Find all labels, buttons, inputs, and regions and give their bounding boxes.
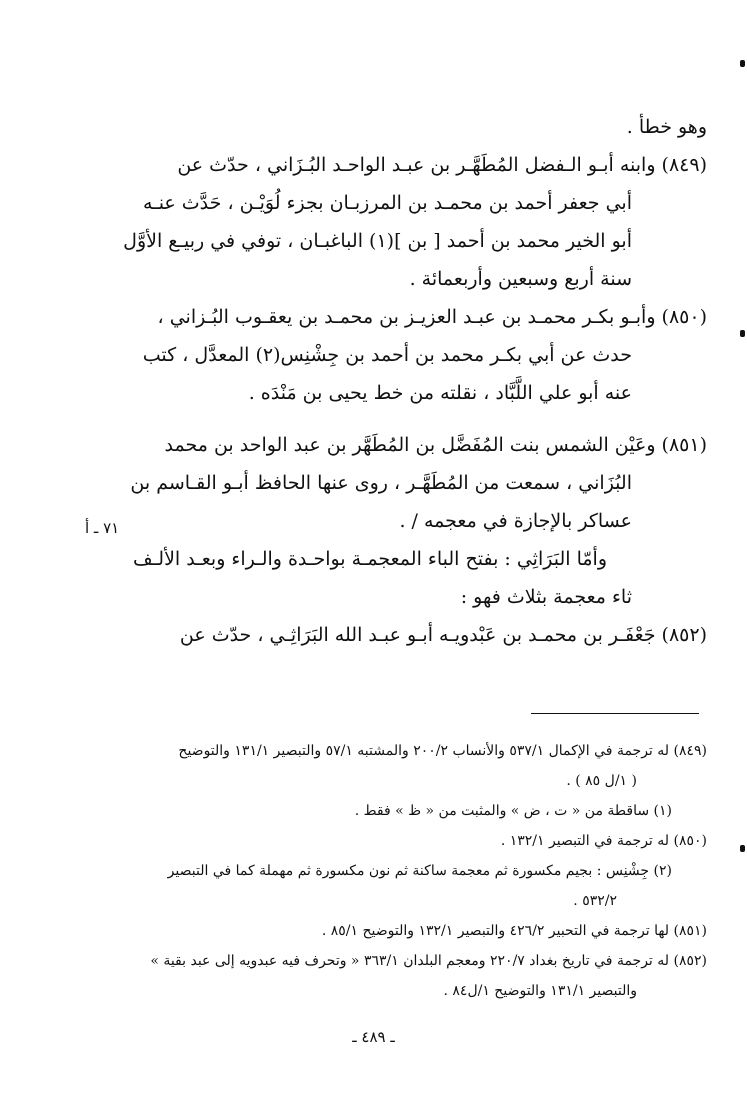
entry-line: (٨٥٠) وأبـو بكـر محمـد بن عبـد العزيـز بن محمـد بن يعقـوب البُـزاني ، (157, 306, 707, 328)
footnote-line: (١) ساقطة من « ت ، ض » والمثبت من « ظ » فقط . (354, 803, 672, 819)
manuscript-folio-note: ٧١ ـ أ (85, 519, 120, 537)
page-number: ـ ٤٨٩ ـ (352, 1028, 395, 1046)
text-line: البُزَاني ، سمعت من المُطَهَّـر ، روى عنها الحافظ أبـو القـاسم بن (130, 472, 632, 494)
text-line: سنة أربع وسبعين وأربعمائة . (409, 268, 632, 290)
text-line: وأمّا البَرَاثِي : بفتح الباء المعجمـة بواحـدة والـراء وبعـد الألـف (133, 548, 607, 570)
footnote-line: (٨٥٢) له ترجمة في تاريخ بغداد ٢٢٠/٧ ومعجم البلدان ٣٦٣/١ « وتحرف فيه عبدويه إلى عبد بقية » (150, 953, 707, 969)
entry-line: (٨٤٩) وابنه أبـو الـفضل المُطَهَّـر بن عبـد الواحـد البُـزَاني ، حدّث عن (177, 154, 707, 176)
edge-mark (740, 330, 745, 337)
footnote-line: (٨٤٩) له ترجمة في الإكمال ٥٣٧/١ والأنساب ٢٠٠/٢ والمشتبه ٥٧/١ والتبصير ١٣١/١ والتوضيح (178, 743, 707, 759)
footnote-line: ٥٣٢/٢ . (573, 893, 617, 909)
footnote-line: (٨٥٠) له ترجمة في التبصير ١٣٢/١ . (500, 833, 707, 849)
entry-line: (٨٥٢) جَعْفَـر بن محمـد بن عَبْدويـه أبـو عبـد الله البَرَاثِـي ، حدّث عن (179, 624, 707, 646)
edge-mark (740, 60, 745, 67)
edge-mark (740, 845, 745, 852)
text-line: أبو الخير محمد بن أحمد [ بن ](١) الباغبـان ، توفي في ربيـع الأوَّل (123, 230, 632, 252)
footnote-line: (٨٥١) لها ترجمة في التحبير ٤٢٦/٢ والتبصير ١٣٢/١ والتوضيح ٨٥/١ . (321, 923, 707, 939)
text-line: وهو خطأ . (626, 116, 707, 138)
text-line: عنه أبو علي اللَّبَّاد ، نقلته من خط يحيى بن مَنْدَه . (248, 382, 632, 404)
footnote-separator (531, 713, 699, 714)
footnote-line: ( ١/ل ٨٥ ) . (566, 773, 637, 789)
main-text (57, 108, 707, 654)
footnote-line: والتبصير ١٣١/١ والتوضيح ١/ل٨٤ . (443, 983, 637, 999)
text-line: ثاء معجمة بثلاث فهو : (460, 586, 632, 608)
text-line: عساكر بالإجازة في معجمه / . (399, 510, 632, 532)
entry-line: (٨٥١) وعَيْن الشمس بنت المُفَضَّل بن المُطَهَّر بن عبد الواحد بن محمد (164, 434, 707, 456)
text-line: أبي جعفر أحمد بن محمـد بن المرزبـان بجزء لُوَيْـن ، حَدَّث عنـه (142, 192, 632, 214)
footnotes (39, 736, 707, 1006)
text-line: حدث عن أبي بكـر محمد بن أحمد بن جِشْنِس(٢) المعدَّل ، كتب (142, 344, 632, 366)
footnote-line: (٢) جِشْنِس : بجيم مكسورة ثم معجمة ساكنة ثم نون مكسورة ثم مهملة كما في التبصير (167, 863, 672, 879)
